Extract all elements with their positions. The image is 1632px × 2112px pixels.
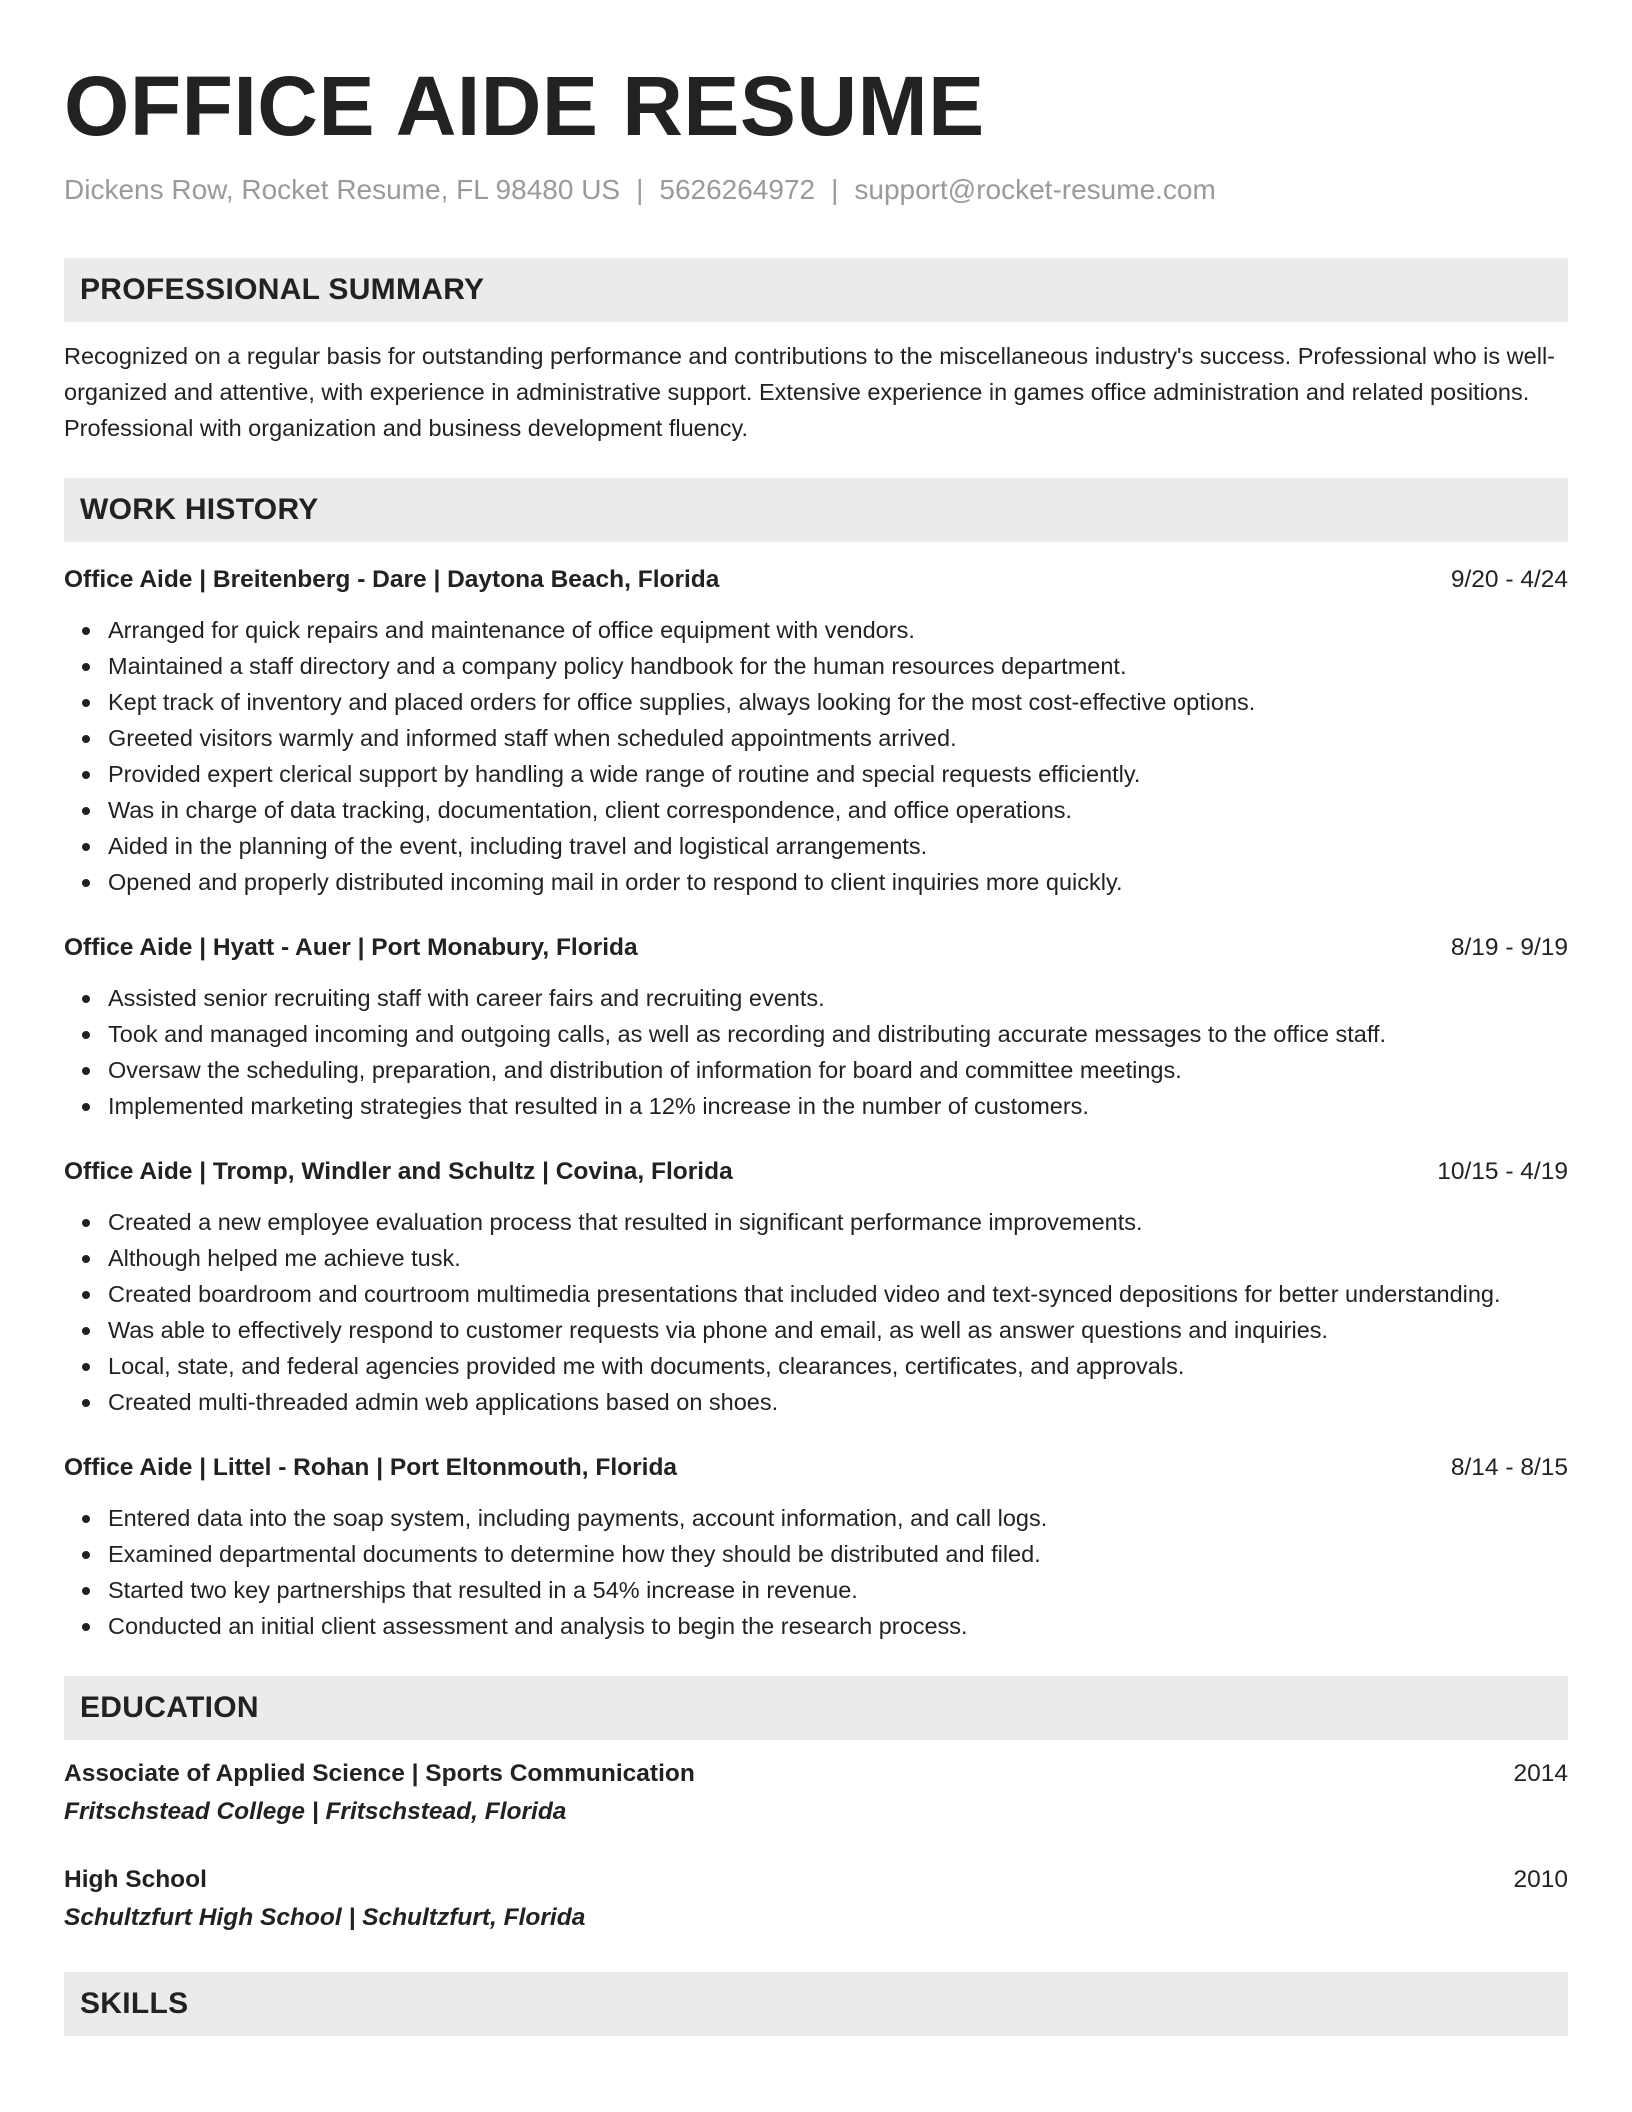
job-bullet: Oversaw the scheduling, preparation, and distribution of information for board and committee meetings. xyxy=(108,1052,1568,1088)
job-title: Office Aide | Tromp, Windler and Schultz | Covina, Florida xyxy=(64,1158,733,1185)
education-entry xyxy=(64,1862,1568,1936)
job-bullet: Provided expert clerical support by handling a wide range of routine and special requests efficiently. xyxy=(108,756,1568,792)
education-degree: Associate of Applied Science | Sports Communication xyxy=(64,1760,695,1787)
job-bullet: Kept track of inventory and placed orders for office supplies, always looking for the most cost-effective options. xyxy=(108,684,1568,720)
job-bullet: Started two key partnerships that resulted in a 54% increase in revenue. xyxy=(108,1572,1568,1608)
summary-heading: PROFESSIONAL SUMMARY xyxy=(64,258,1568,322)
job-bullet: Was in charge of data tracking, documentation, client correspondence, and office operations. xyxy=(108,792,1568,828)
skills-heading: SKILLS xyxy=(64,1972,1568,2036)
job-bullet: Assisted senior recruiting staff with career fairs and recruiting events. xyxy=(108,980,1568,1016)
job-dates: 10/15 - 4/19 xyxy=(1437,1158,1568,1185)
education-year: 2014 xyxy=(1513,1760,1568,1787)
job-bullet: Arranged for quick repairs and maintenance of office equipment with vendors. xyxy=(108,612,1568,648)
job-header xyxy=(64,930,1568,966)
contact-separator: | xyxy=(636,174,644,205)
job-bullet: Was able to effectively respond to customer requests via phone and email, as well as answer questions and inquiries. xyxy=(108,1312,1568,1348)
job-bullet: Examined departmental documents to determine how they should be distributed and filed. xyxy=(108,1536,1568,1572)
job-header xyxy=(64,562,1568,598)
job-bullet: Conducted an initial client assessment and analysis to begin the research process. xyxy=(108,1608,1568,1644)
job-title: Office Aide | Hyatt - Auer | Port Monabury, Florida xyxy=(64,934,638,961)
job-dates: 9/20 - 4/24 xyxy=(1450,566,1568,593)
job-bullet: Greeted visitors warmly and informed staff when scheduled appointments arrived. xyxy=(108,720,1568,756)
job-bullet: Took and managed incoming and outgoing calls, as well as recording and distributing accurate messages to the office staff. xyxy=(108,1016,1568,1052)
job-bullet: Entered data into the soap system, including payments, account information, and call logs. xyxy=(108,1500,1568,1536)
job-entry xyxy=(64,1450,1568,1644)
job-bullet-list xyxy=(64,1204,1568,1420)
education-year: 2010 xyxy=(1513,1866,1568,1893)
job-entry xyxy=(64,1154,1568,1420)
contact-separator: | xyxy=(831,174,839,205)
job-bullet-list xyxy=(64,1500,1568,1644)
job-header xyxy=(64,1154,1568,1190)
job-title: Office Aide | Littel - Rohan | Port Eltonmouth, Florida xyxy=(64,1454,678,1481)
job-dates: 8/14 - 8/15 xyxy=(1450,1454,1568,1481)
job-bullet: Aided in the planning of the event, including travel and logistical arrangements. xyxy=(108,828,1568,864)
contact-address: Dickens Row, Rocket Resume, FL 98480 US xyxy=(64,174,621,205)
resume-title: OFFICE AIDE RESUME xyxy=(64,59,985,153)
job-entry xyxy=(64,562,1568,900)
education-header xyxy=(64,1862,1568,1898)
job-bullet: Opened and properly distributed incoming mail in order to respond to client inquiries more quickly. xyxy=(108,864,1568,900)
job-bullet-list xyxy=(64,980,1568,1124)
education-degree: High School xyxy=(64,1866,207,1893)
education-entry xyxy=(64,1756,1568,1830)
job-bullet: Created multi-threaded admin web applications based on shoes. xyxy=(108,1384,1568,1420)
work-history-heading: WORK HISTORY xyxy=(64,478,1568,542)
job-bullet: Maintained a staff directory and a company policy handbook for the human resources department. xyxy=(108,648,1568,684)
job-dates: 8/19 - 9/19 xyxy=(1450,934,1568,961)
job-header xyxy=(64,1450,1568,1486)
summary-text: Recognized on a regular basis for outstanding performance and contributions to the miscellaneous industry's success. Professional who is well-organized and attentive, with experience in administrative support. Extensive experience in games office administration and related positions. Professional with organization and business development fluency. xyxy=(64,343,1555,441)
job-entry xyxy=(64,930,1568,1124)
education-header xyxy=(64,1756,1568,1792)
contact-line xyxy=(64,172,1568,208)
education-school: Fritschstead College | Fritschstead, Florida xyxy=(64,1798,567,1825)
job-bullet: Created boardroom and courtroom multimedia presentations that included video and text-synced depositions for better understanding. xyxy=(108,1276,1568,1312)
job-bullet: Created a new employee evaluation process that resulted in significant performance improvements. xyxy=(108,1204,1568,1240)
education-heading: EDUCATION xyxy=(64,1676,1568,1740)
job-bullet: Although helped me achieve tusk. xyxy=(108,1240,1568,1276)
contact-phone: 5626264972 xyxy=(659,174,816,205)
education-school: Schultzfurt High School | Schultzfurt, Florida xyxy=(64,1904,586,1931)
job-bullet: Local, state, and federal agencies provided me with documents, clearances, certificates, and approvals. xyxy=(108,1348,1568,1384)
job-bullet-list xyxy=(64,612,1568,900)
job-title: Office Aide | Breitenberg - Dare | Daytona Beach, Florida xyxy=(64,566,720,593)
job-bullet: Implemented marketing strategies that resulted in a 12% increase in the number of customers. xyxy=(108,1088,1568,1124)
contact-email: support@rocket-resume.com xyxy=(854,174,1216,205)
